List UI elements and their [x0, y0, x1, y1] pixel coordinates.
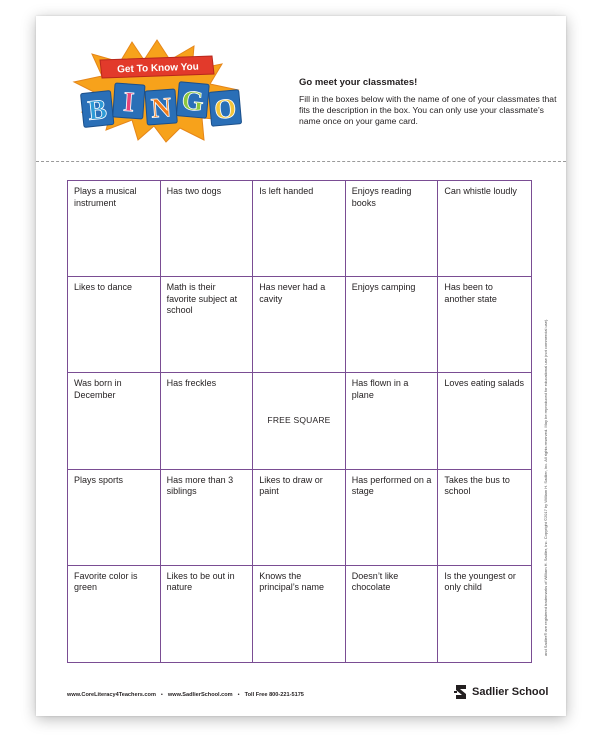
logo-letter-tile: [145, 89, 177, 125]
footer-link-sadlier[interactable]: www.SadlierSchool.com: [167, 692, 233, 698]
bingo-cell[interactable]: Is the youngest or only child: [444, 570, 516, 593]
bingo-cell[interactable]: Likes to draw or paint: [253, 470, 346, 566]
footer-separator: •: [160, 692, 163, 698]
bingo-cell[interactable]: Enjoys reading books: [346, 181, 439, 277]
logo-top-text: Get To Know You: [117, 61, 200, 76]
sadlier-s-icon: [454, 683, 468, 701]
logo-letter: N: [150, 92, 173, 125]
logo-letter-tile: [81, 91, 114, 128]
bingo-cell[interactable]: Has freckles: [161, 373, 254, 469]
bingo-cell[interactable]: Has two dogs: [161, 181, 254, 277]
footer-phone: Toll Free 800-221-5175: [244, 692, 304, 698]
bingo-cell[interactable]: Favorite color is green: [68, 566, 161, 662]
bingo-cell[interactable]: Has been to another state: [438, 277, 531, 373]
bingo-cell[interactable]: Was born in December: [68, 373, 161, 469]
free-square-cell: FREE SQUARE: [253, 373, 346, 469]
bingo-cell[interactable]: Has never had a cavity: [253, 277, 346, 373]
logo-banner: [100, 56, 214, 78]
bingo-cell[interactable]: Likes to be out in nature: [161, 566, 254, 662]
bingo-cell[interactable]: Likes to dance: [68, 277, 161, 373]
bingo-cell[interactable]: Has flown in a plane: [346, 373, 439, 469]
brand-name: Sadlier School: [472, 686, 549, 698]
logo-letter: B: [86, 94, 109, 127]
logo-letter-tile: [113, 83, 145, 119]
dashed-cut-line: [36, 161, 566, 162]
bingo-cell[interactable]: Takes the bus to school: [438, 470, 531, 566]
bingo-cell[interactable]: Knows the principal’s name: [253, 566, 346, 662]
worksheet-page: [36, 16, 566, 716]
logo-letter: G: [180, 85, 205, 118]
logo-letter: I: [122, 86, 136, 119]
footer-link-coreliteracy[interactable]: www.CoreLiteracy4Teachers.com: [67, 692, 156, 698]
footer-separator: •: [237, 692, 240, 698]
sadlier-brand: [454, 683, 548, 701]
intro-instructions: Fill in the boxes below with the name of one of your classmates that fits the description in the box. You can only use your classmate’s name once on your game card.: [299, 94, 557, 126]
bingo-cell[interactable]: Loves eating salads: [438, 373, 531, 469]
bingo-logo: [62, 38, 252, 143]
logo-letter-tile: [209, 90, 242, 126]
footer-links: [67, 692, 304, 698]
copyright-notice: and Sadlier® are registered trademarks of William H. Sadlier, Inc. Copyright ©2017 by William H. Sadlier, Inc. All rights reserved. May be reproduced for educational use (not commercial use).: [543, 318, 548, 656]
bingo-cell[interactable]: Doesn’t like chocolate: [346, 566, 439, 662]
bingo-cell[interactable]: Can whistle loudly: [438, 181, 531, 277]
bingo-cell[interactable]: Enjoys camping: [346, 277, 439, 373]
logo-letter: O: [213, 93, 238, 126]
bingo-cell[interactable]: Plays sports: [68, 470, 161, 566]
bingo-cell[interactable]: Math is their favorite subject at school: [161, 277, 254, 373]
logo-letter-tile: [176, 82, 209, 118]
intro-title: Go meet your classmates!: [299, 77, 418, 88]
bingo-grid: [67, 180, 532, 663]
bingo-cell[interactable]: Has more than 3 siblings: [161, 470, 254, 566]
bingo-cell[interactable]: Has performed on a stage: [346, 470, 439, 566]
bingo-cell[interactable]: Is left handed: [253, 181, 346, 277]
bingo-cell[interactable]: Plays a musical instrument: [68, 181, 161, 277]
